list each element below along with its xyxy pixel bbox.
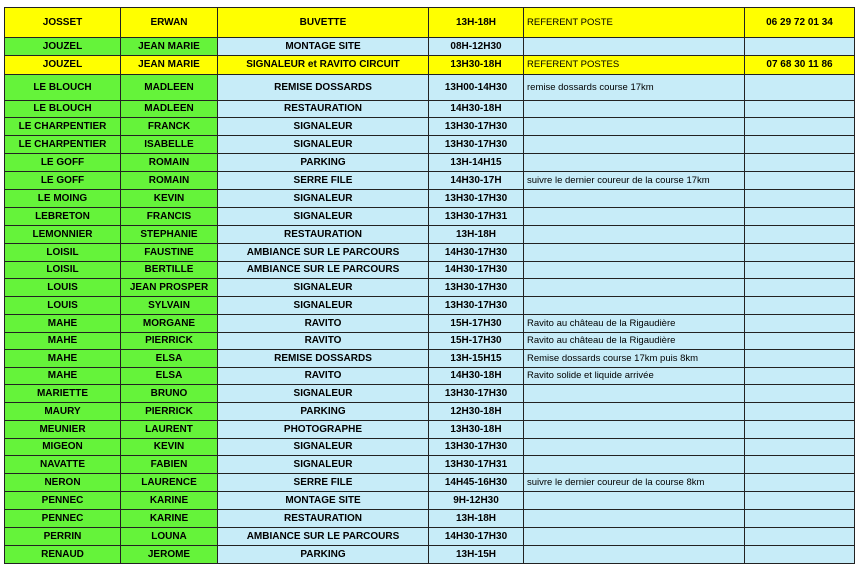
cell-tel[interactable] [745,262,855,279]
cell-nom[interactable]: LE CHARPENTIER [5,118,121,136]
cell-poste[interactable]: SIGNALEUR et RAVITO CIRCUIT [218,56,429,75]
cell-note[interactable] [524,403,745,421]
cell-nom[interactable]: LEBRETON [5,208,121,226]
cell-nom[interactable]: LE BLOUCH [5,101,121,118]
cell-nom[interactable]: PERRIN [5,528,121,546]
cell-prenom[interactable]: KEVIN [121,190,218,208]
cell-prenom[interactable]: MADLEEN [121,75,218,101]
cell-nom[interactable]: LE BLOUCH [5,75,121,101]
cell-tel[interactable] [745,421,855,439]
cell-note[interactable] [524,244,745,262]
cell-tel[interactable] [745,101,855,118]
cell-note[interactable]: suivre le dernier coureur de la course 8km [524,474,745,492]
cell-note[interactable]: Ravito au château de la Rigaudière [524,315,745,333]
cell-note[interactable]: REFERENT POSTE [524,8,745,38]
cell-note[interactable] [524,510,745,528]
cell-tel[interactable] [745,368,855,385]
referent-row [5,56,855,75]
cell-nom[interactable]: LE MOING [5,190,121,208]
cell-nom[interactable]: LEMONNIER [5,226,121,244]
table-row [5,279,855,297]
cell-nom[interactable]: LOUIS [5,297,121,315]
referent-row [5,8,855,38]
cell-nom[interactable]: PENNEC [5,492,121,510]
table-row [5,75,855,101]
cell-horaire[interactable]: 13H-18H [429,226,524,244]
cell-tel[interactable] [745,528,855,546]
cell-horaire[interactable]: 9H-12H30 [429,492,524,510]
table-row [5,421,855,439]
cell-prenom[interactable]: ELSA [121,368,218,385]
cell-horaire[interactable]: 14H30-18H [429,101,524,118]
cell-prenom[interactable]: PIERRICK [121,333,218,350]
cell-poste[interactable]: AMBIANCE SUR LE PARCOURS [218,262,429,279]
cell-horaire[interactable]: 13H30-17H31 [429,208,524,226]
cell-horaire[interactable]: 13H30-17H30 [429,279,524,297]
cell-nom[interactable]: LE GOFF [5,172,121,190]
table-row [5,528,855,546]
cell-prenom[interactable]: JEROME [121,546,218,564]
cell-tel[interactable] [745,403,855,421]
cell-poste[interactable]: REMISE DOSSARDS [218,75,429,101]
cell-note[interactable]: remise dossards course 17km [524,75,745,101]
volunteer-schedule-table [4,7,855,564]
cell-poste[interactable]: SIGNALEUR [218,118,429,136]
table-row [5,403,855,421]
cell-horaire[interactable]: 13H30-17H30 [429,190,524,208]
cell-horaire[interactable]: 13H30-17H30 [429,385,524,403]
cell-poste[interactable]: REMISE DOSSARDS [218,350,429,368]
cell-horaire[interactable]: 08H-12H30 [429,38,524,56]
cell-poste[interactable]: RAVITO [218,315,429,333]
cell-tel[interactable] [745,75,855,101]
cell-horaire[interactable]: 13H-18H [429,8,524,38]
cell-nom[interactable]: LE GOFF [5,154,121,172]
table-row [5,456,855,474]
cell-poste[interactable]: SERRE FILE [218,474,429,492]
cell-prenom[interactable]: ERWAN [121,8,218,38]
table-row [5,546,855,564]
cell-tel[interactable] [745,244,855,262]
cell-tel[interactable] [745,38,855,56]
cell-tel[interactable] [745,350,855,368]
cell-nom[interactable]: JOUZEL [5,38,121,56]
cell-prenom[interactable]: STEPHANIE [121,226,218,244]
cell-prenom[interactable]: ELSA [121,350,218,368]
cell-prenom[interactable]: JEAN MARIE [121,56,218,75]
cell-poste[interactable]: AMBIANCE SUR LE PARCOURS [218,244,429,262]
cell-note[interactable] [524,38,745,56]
cell-prenom[interactable]: ROMAIN [121,154,218,172]
cell-horaire[interactable]: 13H30-17H30 [429,439,524,456]
cell-prenom[interactable]: SYLVAIN [121,297,218,315]
cell-note[interactable] [524,101,745,118]
cell-horaire[interactable]: 13H30-17H31 [429,456,524,474]
table-row [5,172,855,190]
cell-nom[interactable]: NAVATTE [5,456,121,474]
cell-poste[interactable]: RESTAURATION [218,510,429,528]
cell-tel[interactable]: 07 68 30 11 86 [745,56,855,75]
cell-tel[interactable] [745,333,855,350]
cell-prenom[interactable]: KARINE [121,510,218,528]
cell-note[interactable] [524,492,745,510]
cell-prenom[interactable]: FABIEN [121,456,218,474]
cell-horaire[interactable]: 13H30-17H30 [429,118,524,136]
cell-tel[interactable] [745,385,855,403]
table-row [5,297,855,315]
cell-tel[interactable] [745,136,855,154]
cell-tel[interactable] [745,315,855,333]
cell-nom[interactable]: MEUNIER [5,421,121,439]
cell-poste[interactable]: RAVITO [218,333,429,350]
cell-note[interactable] [524,385,745,403]
table-row [5,368,855,385]
cell-note[interactable] [524,208,745,226]
cell-horaire[interactable]: 13H30-18H [429,56,524,75]
cell-prenom[interactable]: ROMAIN [121,172,218,190]
cell-prenom[interactable]: BERTILLE [121,262,218,279]
cell-note[interactable]: Ravito solide et liquide arrivée [524,368,745,385]
cell-poste[interactable]: SIGNALEUR [218,190,429,208]
cell-nom[interactable]: JOUZEL [5,56,121,75]
cell-poste[interactable]: SIGNALEUR [218,136,429,154]
cell-poste[interactable]: SIGNALEUR [218,385,429,403]
cell-note[interactable] [524,262,745,279]
cell-nom[interactable]: RENAUD [5,546,121,564]
cell-nom[interactable]: MARIETTE [5,385,121,403]
cell-horaire[interactable]: 15H-17H30 [429,315,524,333]
cell-tel[interactable] [745,279,855,297]
cell-horaire[interactable]: 13H00-14H30 [429,75,524,101]
cell-nom[interactable]: LOUIS [5,279,121,297]
cell-prenom[interactable]: JEAN PROSPER [121,279,218,297]
cell-tel[interactable] [745,297,855,315]
cell-tel[interactable] [745,226,855,244]
cell-poste[interactable]: SERRE FILE [218,172,429,190]
cell-horaire[interactable]: 13H-18H [429,510,524,528]
cell-note[interactable] [524,226,745,244]
cell-note[interactable]: suivre le dernier coureur de la course 17km [524,172,745,190]
cell-nom[interactable]: NERON [5,474,121,492]
cell-prenom[interactable]: KARINE [121,492,218,510]
cell-tel[interactable] [745,456,855,474]
cell-poste[interactable]: PARKING [218,546,429,564]
cell-horaire[interactable]: 14H30-17H30 [429,244,524,262]
cell-note[interactable] [524,456,745,474]
cell-note[interactable] [524,439,745,456]
cell-poste[interactable]: SIGNALEUR [218,297,429,315]
table-row [5,439,855,456]
table-row [5,154,855,172]
cell-tel[interactable] [745,546,855,564]
cell-poste[interactable]: SIGNALEUR [218,456,429,474]
cell-poste[interactable]: BUVETTE [218,8,429,38]
cell-horaire[interactable]: 13H-15H15 [429,350,524,368]
cell-tel[interactable] [745,172,855,190]
table-row [5,101,855,118]
cell-note[interactable] [524,136,745,154]
cell-prenom[interactable]: KEVIN [121,439,218,456]
cell-poste[interactable]: AMBIANCE SUR LE PARCOURS [218,528,429,546]
cell-tel[interactable] [745,208,855,226]
cell-note[interactable] [524,154,745,172]
table-row [5,315,855,333]
table-row [5,118,855,136]
cell-horaire[interactable]: 12H30-18H [429,403,524,421]
cell-poste[interactable]: SIGNALEUR [218,208,429,226]
cell-note[interactable] [524,528,745,546]
cell-prenom[interactable]: JEAN MARIE [121,38,218,56]
cell-nom[interactable]: MAHE [5,333,121,350]
cell-tel[interactable] [745,474,855,492]
cell-poste[interactable]: PARKING [218,403,429,421]
cell-horaire[interactable]: 14H30-17H30 [429,528,524,546]
cell-prenom[interactable]: FRANCK [121,118,218,136]
cell-horaire[interactable]: 13H30-18H [429,421,524,439]
cell-horaire[interactable]: 13H-14H15 [429,154,524,172]
cell-note[interactable] [524,546,745,564]
cell-poste[interactable]: MONTAGE SITE [218,492,429,510]
table-row [5,385,855,403]
cell-horaire[interactable]: 15H-17H30 [429,333,524,350]
cell-tel[interactable] [745,190,855,208]
cell-nom[interactable]: LOISIL [5,244,121,262]
cell-nom[interactable]: MAHE [5,315,121,333]
cell-tel[interactable] [745,154,855,172]
table-row [5,226,855,244]
cell-nom[interactable]: MAHE [5,368,121,385]
cell-poste[interactable]: RAVITO [218,368,429,385]
cell-note[interactable] [524,279,745,297]
table-row [5,136,855,154]
table-row [5,510,855,528]
cell-tel[interactable] [745,118,855,136]
cell-poste[interactable]: RESTAURATION [218,226,429,244]
cell-horaire[interactable]: 13H30-17H30 [429,297,524,315]
cell-note[interactable] [524,190,745,208]
cell-tel[interactable] [745,439,855,456]
cell-prenom[interactable]: MORGANE [121,315,218,333]
table-row [5,208,855,226]
table-row [5,474,855,492]
cell-prenom[interactable]: LAURENT [121,421,218,439]
cell-tel[interactable]: 06 29 72 01 34 [745,8,855,38]
cell-nom[interactable]: PENNEC [5,510,121,528]
cell-prenom[interactable]: FRANCIS [121,208,218,226]
table-row [5,262,855,279]
cell-prenom[interactable]: LOUNA [121,528,218,546]
cell-poste[interactable]: PHOTOGRAPHE [218,421,429,439]
cell-horaire[interactable]: 14H30-17H30 [429,262,524,279]
table-row [5,244,855,262]
cell-prenom[interactable]: ISABELLE [121,136,218,154]
cell-nom[interactable]: JOSSET [5,8,121,38]
table-row [5,492,855,510]
table-row [5,350,855,368]
cell-poste[interactable]: SIGNALEUR [218,279,429,297]
table-row [5,333,855,350]
cell-horaire[interactable]: 14H30-17H [429,172,524,190]
cell-nom[interactable]: MAURY [5,403,121,421]
cell-prenom[interactable]: LAURENCE [121,474,218,492]
cell-horaire[interactable]: 13H-15H [429,546,524,564]
cell-poste[interactable]: PARKING [218,154,429,172]
cell-prenom[interactable]: FAUSTINE [121,244,218,262]
table-row [5,190,855,208]
cell-nom[interactable]: MAHE [5,350,121,368]
cell-note[interactable]: Remise dossards course 17km puis 8km [524,350,745,368]
cell-note[interactable] [524,297,745,315]
cell-horaire[interactable]: 14H45-16H30 [429,474,524,492]
cell-nom[interactable]: MIGEON [5,439,121,456]
table-row [5,38,855,56]
cell-horaire[interactable]: 13H30-17H30 [429,136,524,154]
cell-note[interactable] [524,118,745,136]
cell-tel[interactable] [745,492,855,510]
cell-prenom[interactable]: MADLEEN [121,101,218,118]
cell-poste[interactable]: RESTAURATION [218,101,429,118]
cell-prenom[interactable]: BRUNO [121,385,218,403]
cell-note[interactable]: Ravito au château de la Rigaudière [524,333,745,350]
cell-nom[interactable]: LE CHARPENTIER [5,136,121,154]
cell-note[interactable]: REFERENT POSTES [524,56,745,75]
cell-poste[interactable]: SIGNALEUR [218,439,429,456]
cell-poste[interactable]: MONTAGE SITE [218,38,429,56]
cell-horaire[interactable]: 14H30-18H [429,368,524,385]
cell-tel[interactable] [745,510,855,528]
cell-nom[interactable]: LOISIL [5,262,121,279]
cell-prenom[interactable]: PIERRICK [121,403,218,421]
cell-note[interactable] [524,421,745,439]
